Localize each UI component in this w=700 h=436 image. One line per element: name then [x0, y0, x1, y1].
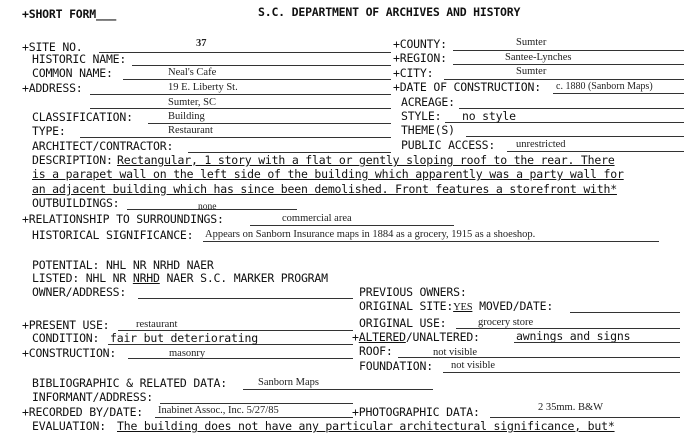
historic-name-label: HISTORIC NAME: [32, 52, 127, 66]
condition-label: CONDITION: [32, 331, 100, 345]
bibliographic-value: Sanborn Maps [258, 377, 319, 388]
date-of-construction-label: +DATE OF CONSTRUCTION: [393, 80, 541, 94]
public-access-value: unrestricted [516, 139, 566, 150]
theme-label: THEME(S) [401, 123, 455, 137]
recorded-by-rule [155, 417, 353, 418]
description-label: DESCRIPTION: [32, 153, 113, 167]
photographic-label: +PHOTOGRAPHIC DATA: [352, 405, 480, 419]
informant-label: INFORMANT/ADDRESS: [32, 390, 154, 404]
recorded-by-label: +RECORDED BY/DATE: [22, 405, 144, 419]
unaltered-label: /UNALTERED: [405, 330, 480, 344]
acreage-label: ACREAGE: [401, 95, 455, 109]
address-label: +ADDRESS: [22, 81, 83, 95]
theme-rule [466, 136, 684, 137]
style-label: STYLE: [401, 109, 442, 123]
bibliographic-label: BIBLIOGRAPHIC & RELATED DATA: [32, 376, 227, 390]
historical-significance-value: Appears on Sanborn Insurance maps in 1884 as a grocery, 1915 as a shoeshop. [205, 229, 536, 240]
relationship-label: +RELATIONSHIP TO SURROUNDINGS: [22, 212, 224, 226]
foundation-label: FOUNDATION: [359, 359, 433, 373]
architect-label: ARCHITECT/CONTRACTOR: [32, 139, 174, 153]
previous-owners-label: PREVIOUS OWNERS: [359, 285, 467, 299]
original-site-label: ORIGINAL SITE: [359, 299, 454, 313]
common-name-label: COMMON NAME: [32, 66, 113, 80]
description-line-1: Rectangular, 1 story with a flat or gently sloping roof to the rear. There [117, 153, 615, 167]
photographic-rule [490, 417, 680, 418]
foundation-rule [443, 372, 680, 373]
region-label: +REGION: [393, 51, 447, 65]
city-label: +CITY: [393, 66, 434, 80]
relationship-rule [250, 225, 454, 226]
site-no-rule [99, 52, 391, 53]
city-value: Sumter [516, 66, 547, 77]
construction-rule [128, 358, 353, 359]
type-label: TYPE: [32, 124, 66, 138]
address-line2-value: Sumter, SC [168, 97, 217, 108]
owner-address-rule [138, 298, 353, 299]
altered-value: awnings and signs [516, 329, 631, 343]
recorded-by-value: Inabinet Assoc., Inc. 5/27/85 [158, 405, 279, 416]
altered-row [352, 331, 480, 344]
type-value: Restaurant [168, 125, 213, 136]
address-line1-value: 19 E. Liberty St. [168, 82, 238, 93]
original-use-label: ORIGINAL USE: [359, 316, 447, 330]
evaluation-label: EVALUATION: [32, 419, 106, 433]
region-rule [453, 64, 684, 65]
county-label: +COUNTY: [393, 37, 447, 51]
classification-value: Building [168, 111, 205, 122]
style-value: no style [462, 109, 516, 123]
site-no-value: 37 [196, 38, 207, 49]
historical-significance-label: HISTORICAL SIGNIFICANCE: [32, 228, 194, 242]
construction-value: masonry [169, 348, 206, 359]
listed-nrhd: NRHD [132, 271, 160, 285]
common-name-value: Neal's Cafe [168, 67, 217, 78]
site-no-label: +SITE NO. [22, 40, 83, 54]
region-value: Santee-Lynches [505, 52, 572, 63]
historic-name-rule [132, 65, 391, 66]
evaluation-value: The building does not have any particular architectural significance, but* [117, 419, 615, 433]
informant-rule [160, 403, 353, 404]
classification-label: CLASSIFICATION: [32, 110, 133, 124]
type-rule [80, 137, 391, 138]
short-form-label: +SHORT FORM___ [22, 7, 117, 21]
present-use-label: +PRESENT USE: [22, 318, 110, 332]
moved-date-rule [570, 312, 680, 313]
classification-rule [148, 123, 391, 124]
roof-value: not visible [433, 347, 478, 358]
construction-label: +CONSTRUCTION: [22, 346, 117, 360]
county-rule [453, 50, 684, 51]
original-use-value: grocery store [478, 317, 534, 328]
altered-rule [514, 342, 680, 343]
form-title: S.C. DEPARTMENT OF ARCHIVES AND HISTORY [258, 5, 521, 19]
owner-address-label: OWNER/ADDRESS: [32, 285, 127, 299]
date-rule [553, 93, 684, 94]
description-line-2: is a parapet wall on the left side of the building which apparently was a party wall for [32, 167, 624, 181]
original-site-yes: YES [453, 302, 473, 313]
potential-label: POTENTIAL: NHL NR NRHD NAER [32, 258, 214, 272]
foundation-value: not visible [451, 360, 496, 371]
listed-suffix: NAER S.C. MARKER PROGRAM [159, 271, 328, 285]
listed-row [32, 272, 328, 285]
listed-prefix: LISTED: NHL NR [32, 271, 133, 285]
common-name-rule [123, 79, 391, 80]
county-value: Sumter [516, 37, 547, 48]
present-use-value: restaurant [136, 319, 178, 330]
bibliographic-rule [243, 389, 433, 390]
photographic-value: 2 35mm. B&W [538, 402, 604, 413]
altered-plus: + [352, 330, 359, 344]
historical-significance-rule [203, 241, 659, 242]
date-of-construction-value: c. 1880 (Sanborn Maps) [556, 81, 653, 92]
public-access-label: PUBLIC ACCESS: [401, 138, 496, 152]
address-rule-1 [90, 94, 391, 95]
altered-label: ALTERED [358, 330, 406, 344]
outbuildings-value: none [198, 202, 217, 212]
relationship-value: commercial area [282, 213, 352, 224]
description-line-3: an adjacent building which has since been demolished. Front features a storefront with* [32, 182, 617, 196]
condition-value: fair but deteriorating [110, 331, 258, 345]
city-rule [444, 79, 684, 80]
public-access-rule [507, 151, 684, 152]
address-rule-2 [90, 108, 391, 109]
roof-label: ROOF: [359, 344, 393, 358]
outbuildings-label: OUTBUILDINGS: [32, 196, 120, 210]
moved-date-label: MOVED/DATE: [472, 299, 554, 313]
original-site-row [359, 300, 553, 314]
